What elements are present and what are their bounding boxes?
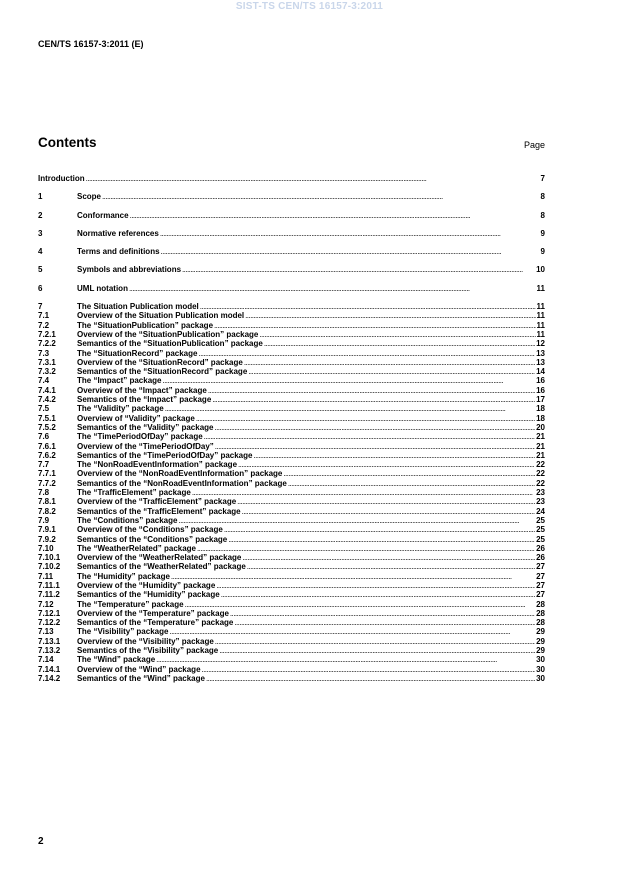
toc-entry-number: 7.13.2 [38,646,61,656]
toc-entry-page: 11 [536,329,545,339]
toc-entry-page: 18 [536,404,545,414]
dot-leader [198,349,535,358]
toc-entry-title: Overview of the “Impact” package [77,385,207,395]
toc-entry[interactable] [38,311,545,320]
toc-entry-number: 6 [38,283,43,293]
toc-entry-page: 17 [536,395,545,405]
dot-leader [264,339,535,348]
dot-leader [130,211,540,220]
toc-entry[interactable] [38,367,545,376]
toc-entry[interactable] [38,646,545,655]
toc-entry-title: The Situation Publication model [77,302,199,312]
toc-entry-number: 7.9.1 [38,525,56,535]
toc-entry-title: Overview of the “NonRoadEventInformation” package [77,469,283,479]
toc-entry-number: 7.8 [38,488,50,498]
toc-entry[interactable] [38,414,545,423]
toc-entry-number: 7.10.2 [38,562,61,572]
toc-entry-page: 13 [536,357,545,367]
toc-entry-title: The “Wind” package [77,655,156,665]
toc-entry-page: 20 [536,422,545,432]
dot-leader [219,646,535,655]
toc-entry-title: Semantics of the “NonRoadEventInformation” package [77,478,287,488]
toc-entry-number: 7.12 [38,599,54,609]
toc-entry-title: The “Visibility” package [77,627,169,637]
table-of-contents [38,174,545,683]
toc-entry-page: 22 [536,478,545,488]
toc-entry-title: Overview of the “WeatherRelated” package [77,553,242,563]
toc-entry-title: The “Humidity” package [77,571,170,581]
toc-entry-title: Overview of the “Humidity” package [77,580,216,590]
toc-entry[interactable] [38,395,545,404]
dot-leader [86,174,540,183]
dot-leader [234,618,535,627]
dot-leader [242,553,535,562]
toc-entry-page: 9 [540,247,545,257]
toc-entry-title: The “TrafficElement” package [77,488,191,498]
dot-leader [160,229,540,238]
toc-entry[interactable] [38,479,545,488]
toc-entry[interactable] [38,376,545,385]
toc-entry-number: 7.14 [38,655,54,665]
toc-entry-number: 7.7 [38,460,50,470]
toc-entry-page: 11 [536,302,545,312]
toc-entry-page: 14 [536,367,545,377]
dot-leader [212,395,535,404]
toc-entry-title: Scope [77,192,102,202]
toc-entry[interactable] [38,562,545,571]
toc-entry-number: 7.11.2 [38,590,60,600]
toc-entry-number: 7.7.2 [38,478,56,488]
toc-entry[interactable] [38,442,545,451]
toc-entry-page: 12 [536,339,545,349]
toc-entry-title: The “WeatherRelated” package [77,543,197,553]
dot-leader [242,507,535,516]
dot-leader [208,386,535,395]
toc-entry-number: 7.6.2 [38,450,56,460]
toc-entry-title: Semantics of the “Visibility” package [77,646,219,656]
toc-entry-number: 7.11 [38,571,54,581]
toc-entry[interactable] [38,339,545,348]
toc-entry-number: 7.8.1 [38,497,56,507]
toc-entry-number: 7.6.1 [38,441,56,451]
toc-entry-title: The “SituationPublication” package [77,320,214,330]
toc-entry-title: Overview of the “Visibility” package [77,636,214,646]
dot-leader [228,535,535,544]
toc-entry-title: Overview of the “TimePeriodOfDay” [77,441,214,451]
toc-entry[interactable] [38,302,545,311]
toc-entry-number: 4 [38,247,43,257]
dot-leader [215,637,535,646]
toc-entry-title: Overview of the “SituationRecord” package [77,357,243,367]
dot-leader [214,321,536,330]
dot-leader [215,442,535,451]
toc-entry-page: 9 [540,228,545,238]
toc-entry[interactable] [38,358,545,367]
toc-entry-page: 28 [536,618,545,628]
toc-entry[interactable] [38,386,545,395]
toc-entry[interactable] [38,618,545,627]
toc-entry[interactable] [38,432,545,441]
toc-entry[interactable] [38,497,545,506]
dot-leader [247,562,535,571]
toc-entry[interactable] [38,330,545,339]
dot-leader [200,302,536,311]
toc-entry-title: The “Conditions” package [77,515,178,525]
dot-leader [171,572,535,581]
toc-entry-title: Semantics of the “Impact” package [77,395,212,405]
toc-entry-page: 29 [536,627,545,637]
dot-leader [230,609,535,618]
toc-entry-title: Overview of “Validity” package [77,413,195,423]
toc-entry-title: Semantics of the “SituationPublication” package [77,339,263,349]
toc-entry-number: 7.4.1 [38,385,56,395]
toc-entry-number: 7.4.2 [38,395,56,405]
toc-entry[interactable] [38,544,545,553]
toc-entry-number: 7.2 [38,320,50,330]
toc-entry-number: 7.3.1 [38,357,56,367]
toc-entry-title: Normative references [77,228,159,238]
toc-entry-number: 2 [38,210,43,220]
toc-entry-page: 28 [536,608,545,618]
toc-entry-title: Overview of the “Temperature” package [77,608,229,618]
toc-entry-page: 28 [536,599,545,609]
toc-entry-title: The “Impact” package [77,376,162,386]
toc-entry-number: 7.2.2 [38,339,56,349]
dot-leader [253,451,535,460]
toc-entry-page: 21 [536,450,545,460]
toc-entry-number: 7.12.2 [38,618,61,628]
toc-entry-page: 13 [536,348,545,358]
toc-entry-title: Semantics of the “SituationRecord” package [77,367,248,377]
toc-entry-page: 26 [536,543,545,553]
toc-entry-title: The “Temperature” package [77,599,184,609]
toc-entry-page: 24 [536,506,545,516]
toc-entry-number: 7.12.1 [38,608,61,618]
toc-entry-title: Overview of the “SituationPublication” package [77,329,259,339]
toc-entry-number: 7.11.1 [38,580,60,590]
dot-leader [161,247,540,256]
toc-entry[interactable] [38,265,545,283]
page-number: 2 [38,836,44,847]
document-identifier: CEN/TS 16157-3:2011 (E) [38,39,144,49]
toc-entry-page: 8 [540,192,545,202]
contents-heading: Contents [38,135,97,150]
toc-entry-title: Semantics of the “TimePeriodOfDay” package [77,450,253,460]
toc-entry-title: Overview of the Situation Publication model [77,311,245,321]
toc-entry[interactable] [38,284,545,302]
dot-leader [237,497,535,506]
toc-entry[interactable] [38,609,545,618]
toc-entry-page: 21 [536,432,545,442]
dot-leader [162,376,535,385]
dot-leader [202,665,536,674]
toc-entry[interactable] [38,627,545,636]
toc-entry-number: 3 [38,228,43,238]
toc-entry-number: 7.5.2 [38,422,56,432]
toc-entry[interactable] [38,349,545,358]
toc-entry-title: Symbols and abbreviations [77,265,182,275]
toc-entry[interactable] [38,600,545,609]
toc-entry-page: 30 [536,655,545,665]
toc-entry[interactable] [38,229,545,247]
toc-entry-page: 27 [536,580,545,590]
dot-leader [238,460,535,469]
dot-leader [185,600,536,609]
toc-entry-page: 22 [536,460,545,470]
toc-entry-page: 16 [536,385,545,395]
dot-leader [169,627,535,636]
toc-entry-title: Semantics of the “TrafficElement” package [77,506,241,516]
dot-leader [206,674,535,683]
toc-entry-page: 22 [536,469,545,479]
dot-leader [216,581,535,590]
toc-entry[interactable] [38,507,545,516]
toc-entry[interactable] [38,174,545,192]
dot-leader [102,192,540,201]
toc-entry-number: 7.5 [38,404,50,414]
dot-leader [156,655,535,664]
toc-entry-page: 27 [536,590,545,600]
toc-entry-page: 16 [536,376,545,386]
toc-entry-title: Terms and definitions [77,247,160,257]
toc-entry-title: Semantics of the “Wind” package [77,673,205,683]
dot-leader [245,311,535,320]
toc-entry-title: Semantics of the “Validity” package [77,422,214,432]
dot-leader [182,265,535,274]
toc-entry-page: 29 [536,636,545,646]
toc-entry-page: 11 [536,320,545,330]
toc-entry-number: 7.5.1 [38,413,56,423]
toc-entry-title: Introduction [38,174,85,183]
toc-entry-page: 21 [536,441,545,451]
toc-entry[interactable] [38,637,545,646]
toc-entry-title: Semantics of the “Conditions” package [77,534,228,544]
toc-entry-number: 7.3.2 [38,367,56,377]
toc-entry-title: Conformance [77,210,129,220]
toc-entry[interactable] [38,451,545,460]
toc-entry-page: 23 [536,488,545,498]
toc-entry[interactable] [38,469,545,478]
page-column-heading: Page [523,140,545,150]
toc-entry[interactable] [38,321,545,330]
toc-entry-page: 7 [540,174,545,183]
toc-entry-number: 1 [38,192,43,202]
toc-entry[interactable] [38,404,545,413]
toc-entry-title: Overview of the “Wind” package [77,664,201,674]
toc-entry-page: 25 [536,515,545,525]
dot-leader [129,284,536,293]
dot-leader [259,330,535,339]
toc-entry-number: 7 [38,302,43,312]
toc-entry[interactable] [38,516,545,525]
toc-entry-number: 7.7.1 [38,469,56,479]
dot-leader [221,590,535,599]
dot-leader [283,469,535,478]
toc-entry-number: 7.14.1 [38,664,61,674]
toc-entry-number: 7.10.1 [38,553,61,563]
toc-entry-number: 7.9.2 [38,534,56,544]
toc-entry[interactable] [38,192,545,210]
toc-entry[interactable] [38,553,545,562]
toc-entry-number: 7.9 [38,515,50,525]
toc-entry-number: 7.4 [38,376,50,386]
toc-entry[interactable] [38,572,545,581]
toc-entry-page: 30 [536,664,545,674]
dot-leader [204,432,535,441]
toc-entry-number: 7.6 [38,432,50,442]
toc-entry-title: UML notation [77,283,128,293]
toc-entry-page: 11 [536,283,545,293]
dot-leader [192,488,535,497]
toc-entry-title: Semantics of the “Temperature” package [77,618,234,628]
dot-leader [196,414,535,423]
toc-entry-page: 23 [536,497,545,507]
toc-entry-page: 27 [536,562,545,572]
dot-leader [197,544,535,553]
toc-entry-title: Overview of the “Conditions” package [77,525,223,535]
toc-entry[interactable] [38,655,545,664]
toc-entry-page: 29 [536,646,545,656]
toc-entry-title: The “Validity” package [77,404,164,414]
watermark: SIST-TS CEN/TS 16157-3:2011 [235,1,384,12]
toc-entry-page: 25 [536,525,545,535]
toc-entry-page: 25 [536,534,545,544]
toc-entry[interactable] [38,460,545,469]
toc-entry-title: Semantics of the “WeatherRelated” package [77,562,246,572]
toc-entry[interactable] [38,674,545,683]
toc-entry[interactable] [38,590,545,599]
toc-entry-page: 18 [536,413,545,423]
toc-entry[interactable] [38,581,545,590]
toc-entry-number: 7.1 [38,311,50,321]
toc-entry-number: 5 [38,265,43,275]
toc-entry-page: 26 [536,553,545,563]
dot-leader [244,358,535,367]
toc-entry-page: 10 [536,265,545,275]
toc-entry-number: 7.14.2 [38,673,61,683]
dot-leader [178,516,535,525]
dot-leader [288,479,535,488]
dot-leader [215,423,536,432]
dot-leader [248,367,535,376]
toc-entry-title: Overview of the “TrafficElement” package [77,497,237,507]
toc-entry-title: The “SituationRecord” package [77,348,198,358]
toc-entry-number: 7.13.1 [38,636,61,646]
toc-entry[interactable] [38,535,545,544]
toc-entry-title: Semantics of the “Humidity” package [77,590,220,600]
toc-entry-number: 7.3 [38,348,50,358]
toc-entry-page: 30 [536,673,545,683]
toc-entry[interactable] [38,211,545,229]
dot-leader [165,404,535,413]
toc-entry-number: 7.10 [38,543,54,553]
toc-entry[interactable] [38,423,545,432]
dot-leader [224,525,535,534]
toc-entry[interactable] [38,525,545,534]
toc-entry[interactable] [38,488,545,497]
toc-entry-page: 27 [536,571,545,581]
toc-entry[interactable] [38,247,545,265]
toc-entry-title: The “NonRoadEventInformation” package [77,460,238,470]
toc-entry-number: 7.13 [38,627,54,637]
toc-entry[interactable] [38,665,545,674]
toc-entry-page: 8 [540,210,545,220]
toc-entry-page: 11 [536,311,545,321]
toc-entry-number: 7.2.1 [38,329,56,339]
toc-entry-title: The “TimePeriodOfDay” package [77,432,203,442]
toc-entry-number: 7.8.2 [38,506,56,516]
